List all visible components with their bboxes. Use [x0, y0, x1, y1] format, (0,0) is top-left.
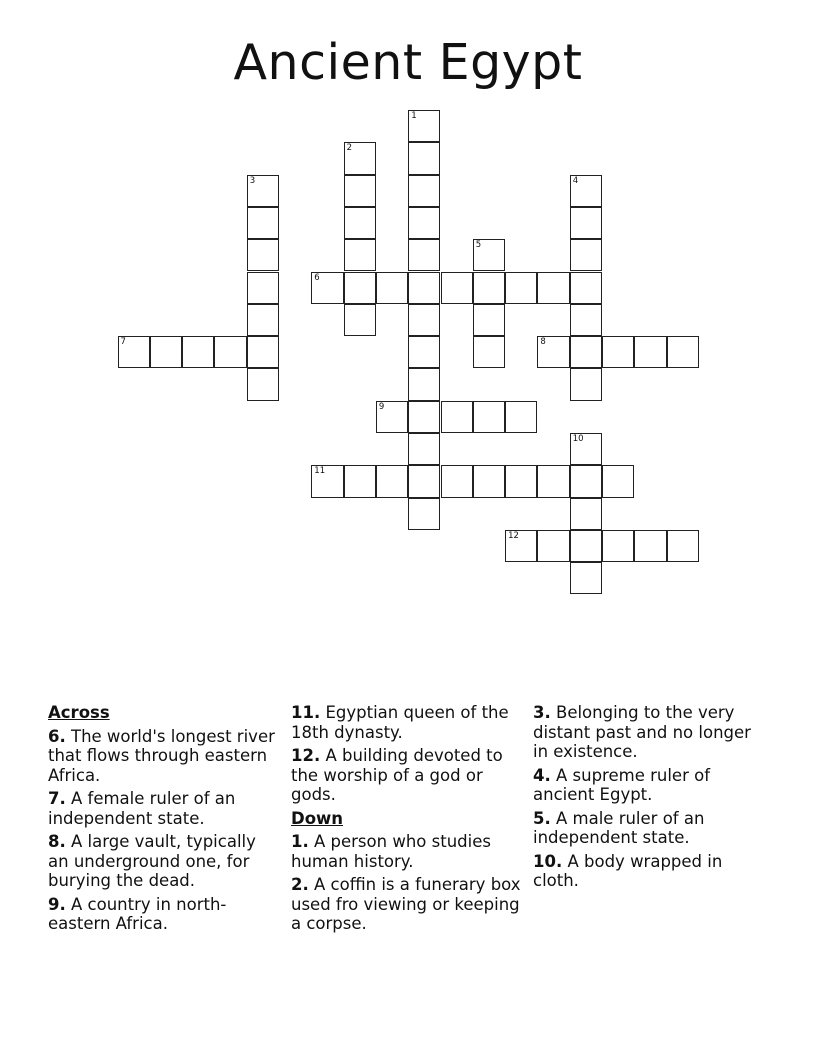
- clue-text: A large vault, typically an underground one, for burying the dead.: [48, 832, 256, 890]
- clue: [291, 703, 523, 742]
- across-heading: Across: [48, 703, 110, 722]
- crossword-cell[interactable]: [408, 110, 440, 142]
- cell-number: 1: [411, 111, 417, 121]
- crossword-cell[interactable]: [344, 272, 376, 304]
- cell-number: 7: [120, 337, 126, 348]
- down-clue-list-continued: [533, 703, 765, 891]
- clue: [533, 766, 765, 805]
- crossword-cell[interactable]: [408, 175, 440, 207]
- clue-text: The world's longest river that flows through eastern Africa.: [48, 726, 275, 785]
- crossword-cell[interactable]: [667, 336, 699, 368]
- crossword-cell[interactable]: [344, 465, 376, 497]
- crossword-cell[interactable]: [344, 239, 376, 271]
- crossword-cell[interactable]: [634, 530, 666, 562]
- crossword-cell[interactable]: [344, 142, 376, 174]
- crossword-cell[interactable]: [441, 465, 473, 497]
- clue: [48, 727, 280, 786]
- crossword-cell[interactable]: [441, 401, 473, 433]
- crossword-cell[interactable]: [344, 304, 376, 336]
- crossword-cell[interactable]: [376, 465, 408, 497]
- clues-column-3: [533, 703, 765, 895]
- clue-text: A male ruler of an independent state.: [533, 808, 705, 847]
- clue: [291, 875, 523, 934]
- down-heading: Down: [291, 808, 344, 828]
- crossword-cell[interactable]: [408, 401, 440, 433]
- clue-number: 10.: [533, 851, 563, 871]
- crossword-cell[interactable]: [408, 498, 440, 530]
- crossword-cell[interactable]: [214, 336, 246, 368]
- crossword-cell[interactable]: [505, 401, 537, 433]
- crossword-cell[interactable]: [182, 336, 214, 368]
- crossword-cell[interactable]: [602, 465, 634, 497]
- cell-number: 8: [540, 337, 546, 348]
- clues-column-2: [291, 703, 523, 938]
- clue-text: A country in north-eastern Africa.: [48, 894, 227, 933]
- crossword-cell[interactable]: [118, 336, 150, 368]
- clue: [48, 832, 280, 891]
- crossword-cell[interactable]: [473, 304, 505, 336]
- clue-text: Belonging to the very distant past and no longer in existence.: [533, 703, 751, 761]
- crossword-cell[interactable]: [441, 272, 473, 304]
- crossword-cell[interactable]: [408, 336, 440, 368]
- clue: [291, 832, 523, 871]
- cell-number: 12: [508, 530, 519, 541]
- crossword-cell[interactable]: [473, 336, 505, 368]
- crossword-cell[interactable]: [311, 465, 343, 497]
- crossword-cell[interactable]: [376, 401, 408, 433]
- clues-column-1: [48, 703, 280, 938]
- across-clue-list-continued: [291, 703, 523, 805]
- clue-number: 3.: [533, 703, 551, 722]
- crossword-cell[interactable]: [408, 465, 440, 497]
- crossword-cell[interactable]: [376, 272, 408, 304]
- clue: [291, 746, 523, 805]
- clue-number: 11.: [291, 703, 321, 722]
- crossword-cell[interactable]: [570, 498, 602, 530]
- crossword-cell[interactable]: [602, 336, 634, 368]
- clue-number: 9.: [48, 894, 66, 914]
- crossword-cell[interactable]: [344, 207, 376, 239]
- clue: [533, 703, 765, 762]
- clue-text: A building devoted to the worship of a god or gods.: [291, 746, 503, 804]
- crossword-cell[interactable]: [667, 530, 699, 562]
- crossword-cell[interactable]: [247, 336, 279, 368]
- clue-number: 8.: [48, 832, 66, 851]
- crossword-cell[interactable]: [408, 368, 440, 400]
- crossword-cell[interactable]: [247, 207, 279, 239]
- cell-number: 11: [314, 466, 326, 477]
- crossword-cell[interactable]: [537, 530, 569, 562]
- crossword-cell[interactable]: [570, 368, 602, 400]
- clue-number: 12.: [291, 746, 321, 765]
- clue-number: 4.: [533, 765, 551, 785]
- crossword-cell[interactable]: [408, 304, 440, 336]
- clue: [48, 789, 280, 828]
- down-clue-list: [291, 832, 523, 934]
- crossword-cell[interactable]: [247, 304, 279, 336]
- clue-number: 2.: [291, 875, 309, 894]
- crossword-cell[interactable]: [537, 272, 569, 304]
- page-title: Ancient Egypt: [233, 34, 583, 91]
- crossword-cell[interactable]: [408, 272, 440, 304]
- crossword-cell[interactable]: [473, 401, 505, 433]
- crossword-cell[interactable]: [408, 207, 440, 239]
- crossword-cell[interactable]: [570, 239, 602, 271]
- crossword-cell[interactable]: [505, 530, 537, 562]
- clue-text: A supreme ruler of ancient Egypt.: [533, 765, 711, 804]
- crossword-cell[interactable]: [408, 433, 440, 465]
- crossword-cell[interactable]: [570, 562, 602, 594]
- crossword-cell[interactable]: [570, 272, 602, 304]
- clue-text: A body wrapped in cloth.: [533, 851, 723, 890]
- across-clue-list: [48, 727, 280, 934]
- cell-number: 9: [378, 401, 385, 412]
- clue-number: 5.: [533, 808, 551, 828]
- crossword-cell[interactable]: [537, 465, 569, 497]
- cell-number: 4: [572, 175, 579, 186]
- crossword-cell[interactable]: [473, 465, 505, 497]
- crossword-cell[interactable]: [537, 336, 569, 368]
- clue-number: 7.: [48, 789, 66, 808]
- crossword-cell[interactable]: [344, 175, 376, 207]
- crossword-cell[interactable]: [570, 530, 602, 562]
- crossword-cell[interactable]: [505, 465, 537, 497]
- crossword-cell[interactable]: [570, 304, 602, 336]
- cell-number: 10: [572, 434, 584, 444]
- cell-number: 5: [475, 240, 482, 251]
- crossword-cell[interactable]: [570, 207, 602, 239]
- clue-text: A coffin is a funerary box used fro viewing or keeping a corpse.: [291, 875, 521, 933]
- crossword-cell[interactable]: [570, 175, 602, 207]
- crossword-cell[interactable]: [570, 465, 602, 497]
- crossword-cell[interactable]: [473, 272, 505, 304]
- crossword-cell[interactable]: [247, 175, 279, 207]
- crossword-cell[interactable]: [311, 272, 343, 304]
- crossword-cell[interactable]: [408, 239, 440, 271]
- crossword-cell[interactable]: [150, 336, 182, 368]
- crossword-cell[interactable]: [247, 368, 279, 400]
- cell-number: 2: [346, 143, 353, 154]
- clue: [533, 809, 765, 848]
- clue: [533, 852, 765, 891]
- cell-number: 6: [314, 272, 320, 283]
- crossword-cell[interactable]: [505, 272, 537, 304]
- clue-text: A person who studies human history.: [291, 832, 491, 871]
- clue: [48, 895, 280, 934]
- clue-text: Egyptian queen of the 18th dynasty.: [291, 703, 509, 742]
- crossword-cell[interactable]: [408, 142, 440, 174]
- crossword-cell[interactable]: [247, 239, 279, 271]
- clue-number: 6.: [48, 726, 66, 746]
- crossword-cell[interactable]: [602, 530, 634, 562]
- cell-number: 3: [249, 175, 256, 186]
- crossword-cell[interactable]: [247, 272, 279, 304]
- clue-number: 1.: [291, 832, 309, 851]
- crossword-cell[interactable]: [473, 239, 505, 271]
- crossword-cell[interactable]: [570, 336, 602, 368]
- clue-text: A female ruler of an independent state.: [48, 789, 236, 828]
- crossword-cell[interactable]: [634, 336, 666, 368]
- crossword-cell[interactable]: [570, 433, 602, 465]
